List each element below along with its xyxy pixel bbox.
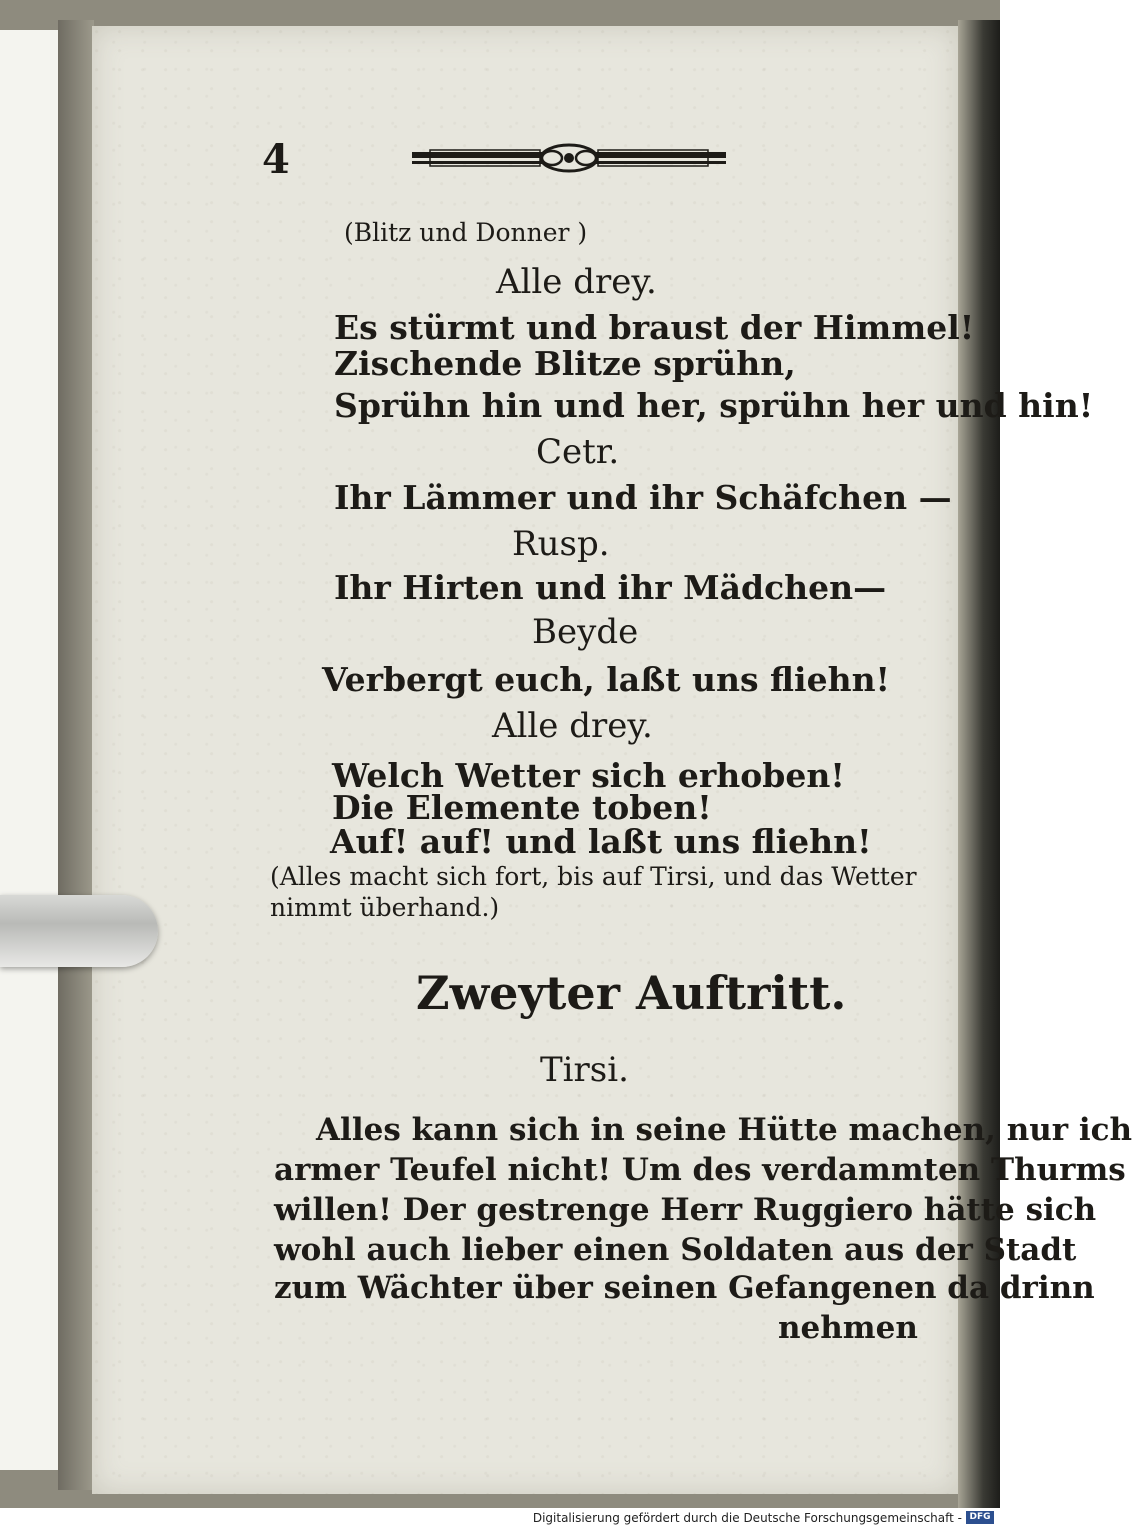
speaker-alle-drey: Alle drey. <box>492 706 653 746</box>
scan-left-shadow <box>58 20 94 1490</box>
stage-direction-exit: nimmt überhand.) <box>270 893 500 922</box>
catchword: nehmen <box>778 1310 918 1346</box>
stage-direction-exit: (Alles macht sich fort, bis auf Tirsi, und das Wetter <box>270 862 917 891</box>
verse-line: Verbergt euch, laßt uns fliehn! <box>322 660 891 699</box>
verse-line: Es stürmt und braust der Himmel! <box>334 308 975 347</box>
verse-line: Ihr Hirten und ihr Mädchen— <box>334 568 887 607</box>
verse-line: Zischende Blitze sprühn, <box>334 344 796 383</box>
page-number: 4 <box>262 136 290 183</box>
prose-line: zum Wächter über seinen Gefangenen da drinn <box>274 1270 1095 1306</box>
scan-left-strip <box>0 30 58 1470</box>
page-holder-clip <box>0 895 158 967</box>
digitization-footer <box>0 1508 1000 1527</box>
prose-line: willen! Der gestrenge Herr Ruggiero hätte sich <box>274 1192 1097 1228</box>
verse-line: Welch Wetter sich erhoben! <box>332 756 845 795</box>
verse-line: Sprühn hin und her, sprühn her und hin! <box>334 386 1094 425</box>
verse-line: Die Elemente toben! <box>332 788 712 827</box>
speaker-alle-drey: Alle drey. <box>496 262 657 302</box>
speaker-cetr: Cetr. <box>536 432 620 472</box>
ornament-rule <box>412 142 726 176</box>
prose-line: armer Teufel nicht! Um des verdammten Thurms <box>274 1152 1126 1188</box>
footer-credit: Digitalisierung gefördert durch die Deutsche Forschungsgemeinschaft - <box>532 1511 962 1525</box>
prose-line: wohl auch lieber einen Soldaten aus der Stadt <box>274 1232 1077 1268</box>
speaker-tirsi: Tirsi. <box>540 1050 629 1090</box>
speaker-rusp: Rusp. <box>512 524 610 564</box>
verse-line: Auf! auf! und laßt uns fliehn! <box>330 822 872 861</box>
prose-line: Alles kann sich in seine Hütte machen, nur ich <box>316 1112 1132 1148</box>
dfg-logo: DFG <box>966 1511 994 1524</box>
verse-line: Ihr Lämmer und ihr Schäfchen — <box>334 478 952 517</box>
scene-heading: Zweyter Auftritt. <box>416 966 847 1020</box>
speaker-beyde: Beyde <box>532 612 639 652</box>
stage-direction-lightning: (Blitz und Donner ) <box>344 218 588 247</box>
